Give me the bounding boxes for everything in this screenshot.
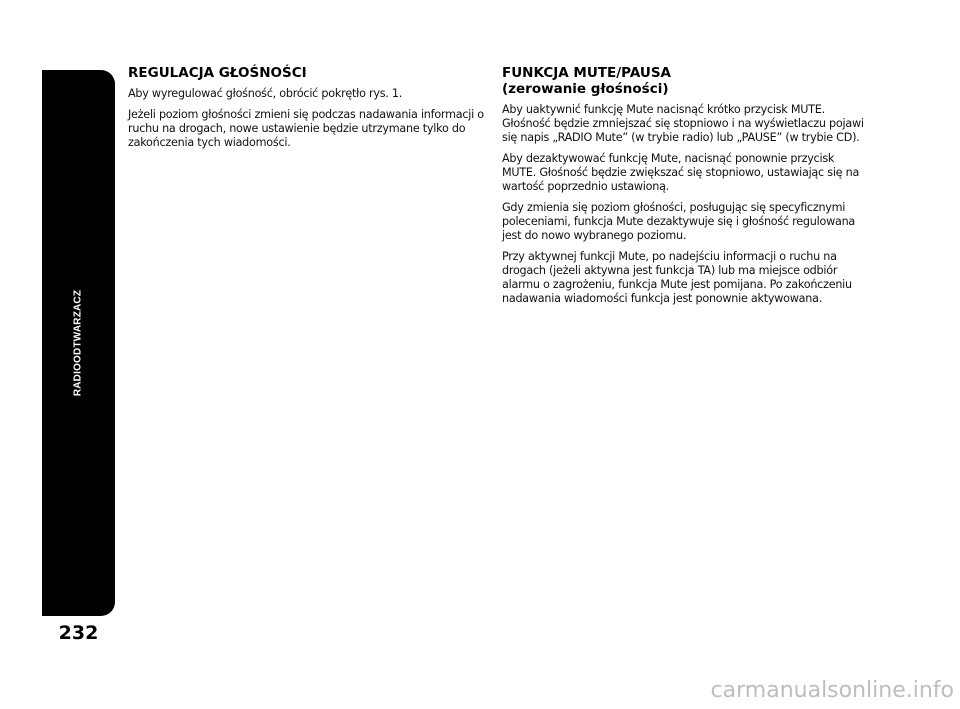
mute-paragraph-1: Aby uaktywnić funkcję Mute nacisnąć krótko przycisk MUTE. Głośność będzie zmniejszać się stopniowo i na wyświetlaczu pojawi się napis „RADIO Mute” (w trybie radio) lub „PAUSE” (w trybie CD). (502, 103, 864, 144)
mute-paragraph-4: Przy aktywnej funkcji Mute, po nadejściu informacji o ruchu na drogach (jeżeli aktywna jest funkcja TA) lub ma miejsce odbiór alarmu o zagrożeniu, funkcja Mute jest pomijana. Po zakończeniu nadawania wiadomości funkcja jest ponownie aktywowana. (502, 250, 852, 305)
right-column (502, 65, 864, 313)
mute-paragraph-2: Aby dezaktywować funkcję Mute, nacisnąć ponownie przycisk MUTE. Głośność będzie zwiększać się stopniowo, ustawiając się na wartość poprzednio ustawioną. (502, 152, 860, 193)
mute-heading (502, 65, 864, 97)
page-number: 232 (58, 622, 99, 644)
mute-heading-line-1: FUNKCJA MUTE/PAUSA (502, 65, 671, 81)
section-label: RADIOODTWARZACZ (72, 289, 84, 397)
mute-paragraph-3: Gdy zmienia się poziom głośności, posługując się specyficznymi poleceniami, funkcja Mute dezaktywuje się i głośność regulowana jest do nowo wybranego poziomu. (502, 201, 856, 242)
left-column (128, 65, 488, 157)
volume-paragraph-1: Aby wyregulować głośność, obrócić pokrętło rys. 1. (128, 87, 403, 100)
mute-heading-line-2: (zerowanie głośności) (502, 81, 669, 97)
watermark-text: carmanualsonline.info (710, 678, 954, 703)
volume-paragraph-2: Jeżeli poziom głośności zmieni się podczas nadawania informacji o ruchu na drogach, nowe ustawienie będzie utrzymane tylko do zakończenia tych wiadomości. (128, 108, 484, 149)
volume-heading: REGULACJA GŁOŚNOŚCI (128, 65, 307, 81)
